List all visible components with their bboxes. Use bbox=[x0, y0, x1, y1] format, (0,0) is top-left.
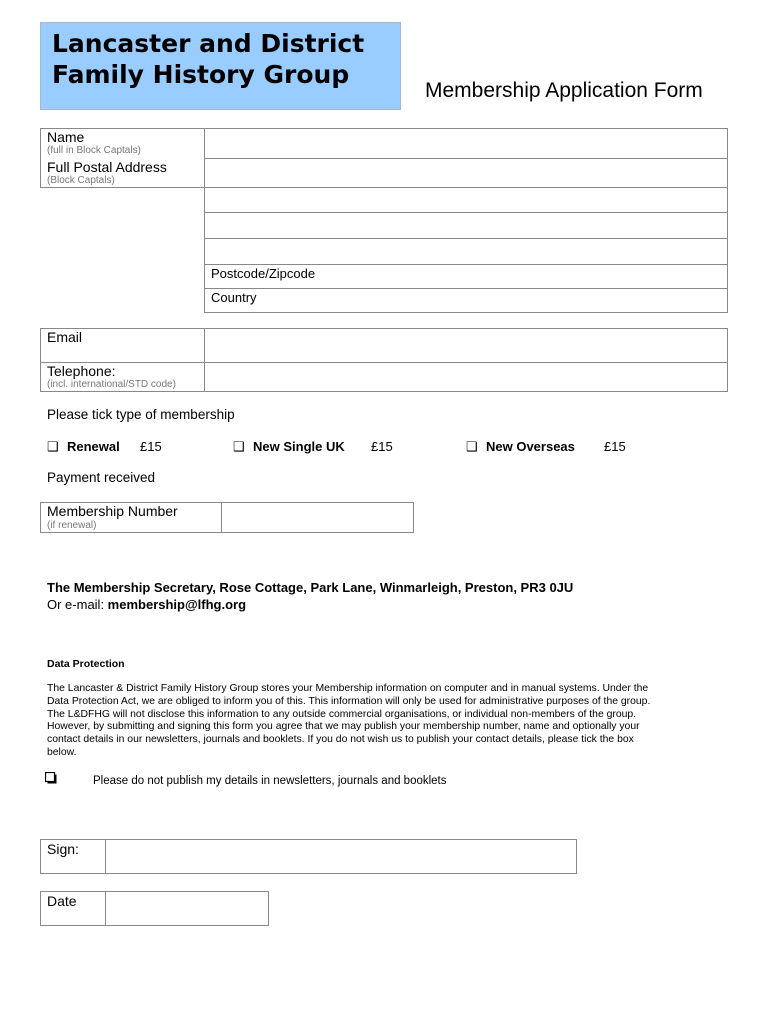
membership-option-renewal-label: Renewal bbox=[67, 439, 120, 454]
name-field[interactable] bbox=[204, 128, 728, 159]
country-label: Country bbox=[211, 290, 257, 305]
membership-option-new-overseas-price: £15 bbox=[604, 439, 626, 454]
name-sublabel: (full in Block Captals) bbox=[47, 145, 141, 156]
membership-option-renewal[interactable] bbox=[47, 439, 59, 455]
email-field[interactable] bbox=[204, 328, 728, 363]
data-protection-line: Data Protection Act, we are obliged to inform you of this. This information will only be used for administrative purposes of the group. bbox=[47, 695, 651, 707]
data-protection-text bbox=[47, 683, 727, 760]
telephone-field[interactable] bbox=[204, 362, 728, 392]
name-label: Name bbox=[47, 129, 85, 145]
organisation-name-line2: Family History Group bbox=[52, 60, 350, 89]
membership-type-prompt: Please tick type of membership bbox=[47, 407, 235, 422]
radio-circle-icon: ❑ bbox=[47, 439, 59, 454]
membership-number-label: Membership Number bbox=[47, 503, 178, 519]
membership-number-field[interactable] bbox=[221, 502, 414, 533]
sign-label: Sign: bbox=[47, 841, 79, 857]
address-line-2-field[interactable] bbox=[204, 187, 728, 213]
membership-option-renewal-price: £15 bbox=[140, 439, 162, 454]
membership-option-new-single-uk-price: £15 bbox=[371, 439, 393, 454]
secretary-address: The Membership Secretary, Rose Cottage, Park Lane, Winmarleigh, Preston, PR3 0JU bbox=[47, 580, 574, 595]
organisation-name-line1: Lancaster and District bbox=[52, 29, 365, 58]
data-protection-line: below. bbox=[47, 746, 77, 758]
data-protection-line: The L&DFHG will not disclose this information to any outside commercial organisations, or individual non-members of the group. bbox=[47, 708, 637, 720]
radio-circle-icon: ❑ bbox=[466, 439, 478, 454]
contact-email-line bbox=[47, 597, 246, 612]
data-protection-line: contact details in our newsletters, journals and booklets. If you do not wish us to publish your contact details, please tick the box bbox=[47, 734, 634, 746]
contact-email-link[interactable]: membership@lfhg.org bbox=[107, 597, 247, 612]
address-line-4-field[interactable] bbox=[204, 238, 728, 265]
organisation-title-box bbox=[40, 22, 401, 110]
date-label: Date bbox=[47, 893, 77, 909]
telephone-label: Telephone: bbox=[47, 363, 116, 379]
telephone-sublabel: (incl. international/STD code) bbox=[47, 379, 176, 390]
membership-option-new-overseas[interactable] bbox=[466, 439, 478, 455]
form-title: Membership Application Form bbox=[425, 79, 703, 102]
email-label: Email bbox=[47, 329, 83, 345]
data-protection-heading: Data Protection bbox=[47, 658, 125, 670]
postcode-label: Postcode/Zipcode bbox=[211, 266, 316, 281]
address-label: Full Postal Address bbox=[47, 159, 167, 175]
membership-option-new-single-uk[interactable] bbox=[233, 439, 245, 455]
membership-number-sublabel: (if renewal) bbox=[47, 520, 97, 531]
contact-email-prefix: Or e-mail: bbox=[47, 597, 108, 612]
data-protection-line: However, by submitting and signing this form you agree that we may publish your membership number, name and optionally your bbox=[47, 721, 640, 733]
do-not-publish-checkbox[interactable] bbox=[45, 772, 57, 784]
address-line-3-field[interactable] bbox=[204, 212, 728, 239]
membership-option-new-single-uk-label: New Single UK bbox=[253, 439, 345, 454]
membership-option-new-overseas-label: New Overseas bbox=[486, 439, 575, 454]
country-field[interactable] bbox=[204, 288, 728, 313]
payment-received-label: Payment received bbox=[47, 470, 156, 485]
organisation-name bbox=[52, 28, 364, 90]
do-not-publish-label: Please do not publish my details in newsletters, journals and booklets bbox=[93, 775, 447, 787]
address-sublabel: (Block Captals) bbox=[47, 175, 115, 186]
signature-field[interactable] bbox=[105, 839, 577, 874]
radio-circle-icon: ❑ bbox=[233, 439, 245, 454]
data-protection-line: The Lancaster & District Family History Group stores your Membership information on computer and in manual systems. Under the bbox=[47, 683, 649, 694]
date-field[interactable] bbox=[105, 891, 269, 926]
address-line-1-field[interactable] bbox=[204, 158, 728, 188]
